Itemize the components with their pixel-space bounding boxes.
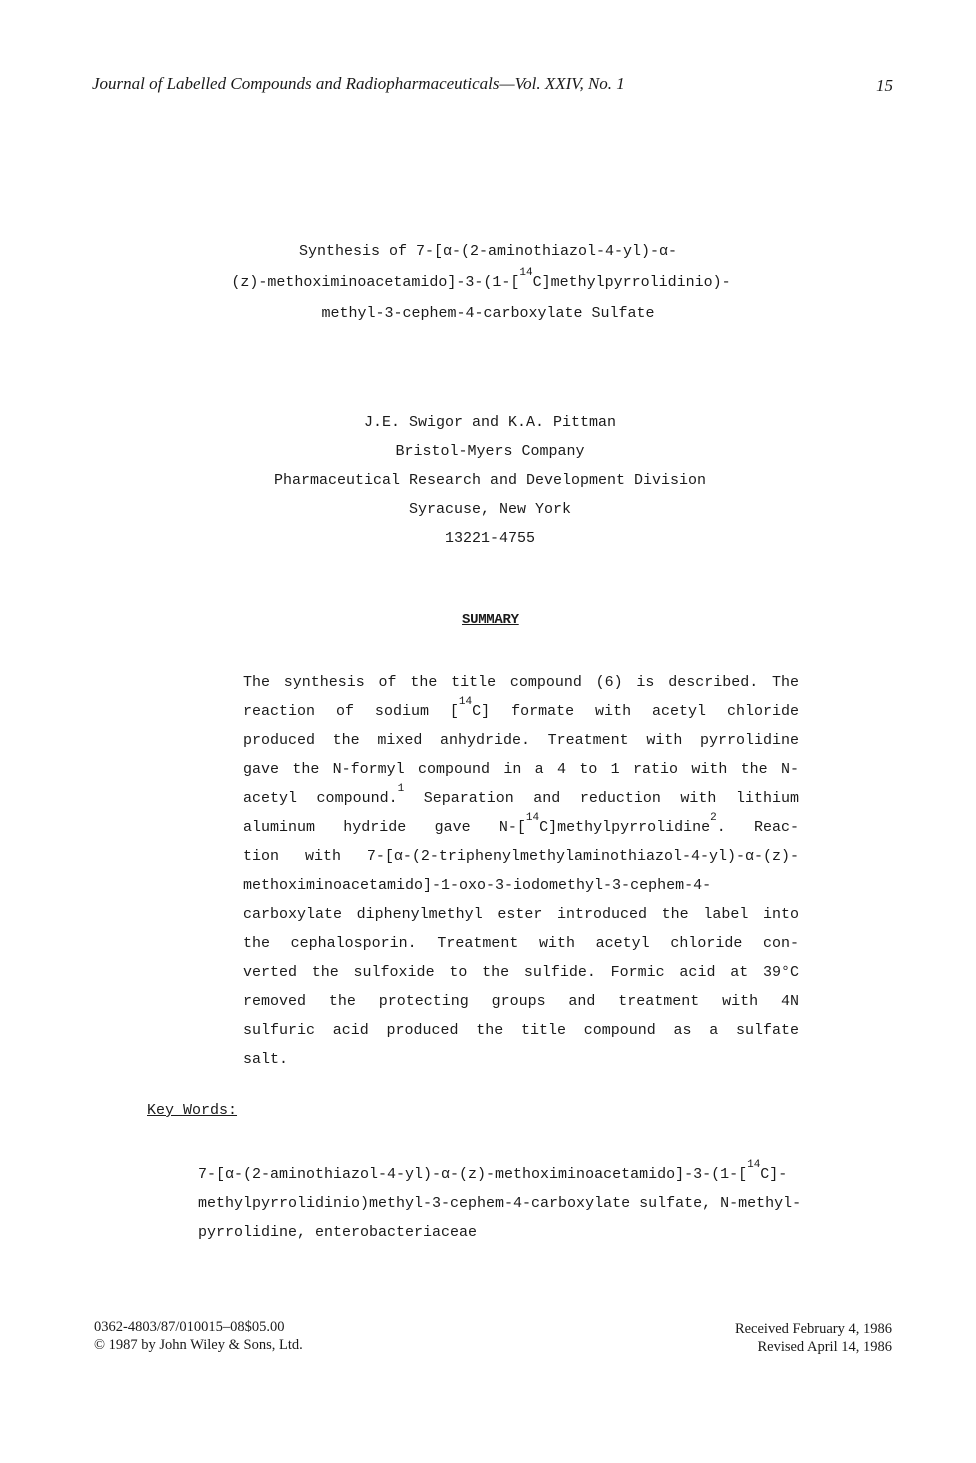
summary-line: gave the N-formyl compound in a 4 to 1 ratio with the N- (243, 761, 799, 778)
title-line-2-start: (z)-methoximinoacetamido]-3-(1-[ (231, 274, 520, 291)
author-division: Pharmaceutical Research and Development Division (273, 472, 707, 489)
keywords-line: pyrrolidine, enterobacteriaceae (198, 1224, 478, 1241)
revised-date: Revised April 14, 1986 (757, 1339, 892, 1355)
footer-dates (600, 1320, 892, 1356)
running-head-journal: Journal of Labelled Compounds and Radiopharmaceuticals—Vol. XXIV, No. 1 (92, 74, 625, 93)
summary-text: reaction of sodium [ (243, 703, 459, 720)
summary-paragraph (243, 668, 799, 1074)
author-affiliation-block (0, 408, 976, 553)
summary-text: . Reac- (716, 819, 799, 836)
keywords-list (198, 1160, 840, 1247)
summary-line: verted the sulfoxide to the sulfide. Formic acid at 39°C (243, 964, 799, 981)
author-zip: 13221-4755 (444, 530, 535, 547)
reference-superscript: 1 (397, 783, 405, 795)
isotope-superscript: 14 (747, 1159, 761, 1171)
keywords-line: methylpyrrolidinio)methyl-3-cephem-4-carboxylate sulfate, N-methyl- (198, 1195, 802, 1212)
article-code: 0362-4803/87/010015–08$05.00 (94, 1319, 285, 1335)
summary-line: removed the protecting groups and treatment with 4N (243, 993, 799, 1010)
summary-text: Separation and reduction with lithium (404, 790, 799, 807)
isotope-superscript: 14 (525, 812, 540, 824)
summary-text: acetyl compound. (243, 790, 398, 807)
summary-line (243, 697, 799, 726)
reference-superscript: 2 (710, 812, 717, 824)
summary-line (243, 784, 799, 813)
copyright-notice: © 1987 by John Wiley & Sons, Ltd. (94, 1337, 303, 1353)
received-date: Received February 4, 1986 (734, 1321, 892, 1337)
author-names: J.E. Swigor and K.A. Pittman (363, 414, 617, 431)
article-title (0, 236, 976, 329)
keywords-text: 7-[α-(2-aminothiazol-4-yl)-α-(z)-methoximinoacetamido]-3-(1-[ (198, 1166, 748, 1183)
summary-line: tion with 7-[α-(2-triphenylmethylaminothiazol-4-yl)-α-(z)- (243, 848, 799, 865)
summary-line: methoximinoacetamido]-1-oxo-3-iodomethyl-3-cephem-4- (243, 877, 712, 894)
summary-line: salt. (243, 1051, 289, 1068)
summary-line: carboxylate diphenylmethyl ester introduced the label into (243, 906, 799, 923)
keywords-label: Key Words: (147, 1102, 238, 1119)
summary-heading: SUMMARY (462, 612, 519, 628)
author-city: Syracuse, New York (408, 501, 572, 518)
title-line-2 (0, 267, 976, 298)
summary-line: produced the mixed anhydride. Treatment with pyrrolidine (243, 732, 799, 749)
isotope-superscript: 14 (458, 696, 473, 708)
keywords-text: C]- (760, 1166, 788, 1183)
title-line-2-end: C]methylpyrrolidinio)- (532, 274, 731, 291)
summary-line (243, 813, 799, 842)
footer-publication-info (94, 1318, 303, 1354)
title-line-1: Synthesis of 7-[α-(2-aminothiazol-4-yl)-α- (298, 243, 678, 260)
summary-text: C] formate with acetyl chloride (472, 703, 800, 720)
keywords-line (198, 1160, 840, 1189)
page-number: 15 (876, 76, 893, 95)
summary-text: aluminum hydride gave N-[ (243, 819, 526, 836)
title-line-3: methyl-3-cephem-4-carboxylate Sulfate (321, 305, 655, 322)
summary-line: the cephalosporin. Treatment with acetyl chloride con- (243, 935, 799, 952)
author-company: Bristol-Myers Company (395, 443, 585, 460)
isotope-superscript: 14 (519, 267, 533, 279)
summary-text: C]methylpyrrolidine (539, 819, 711, 836)
summary-line: sulfuric acid produced the title compound as a sulfate (243, 1022, 799, 1039)
summary-line: The synthesis of the title compound (6) is described. The (243, 674, 799, 691)
